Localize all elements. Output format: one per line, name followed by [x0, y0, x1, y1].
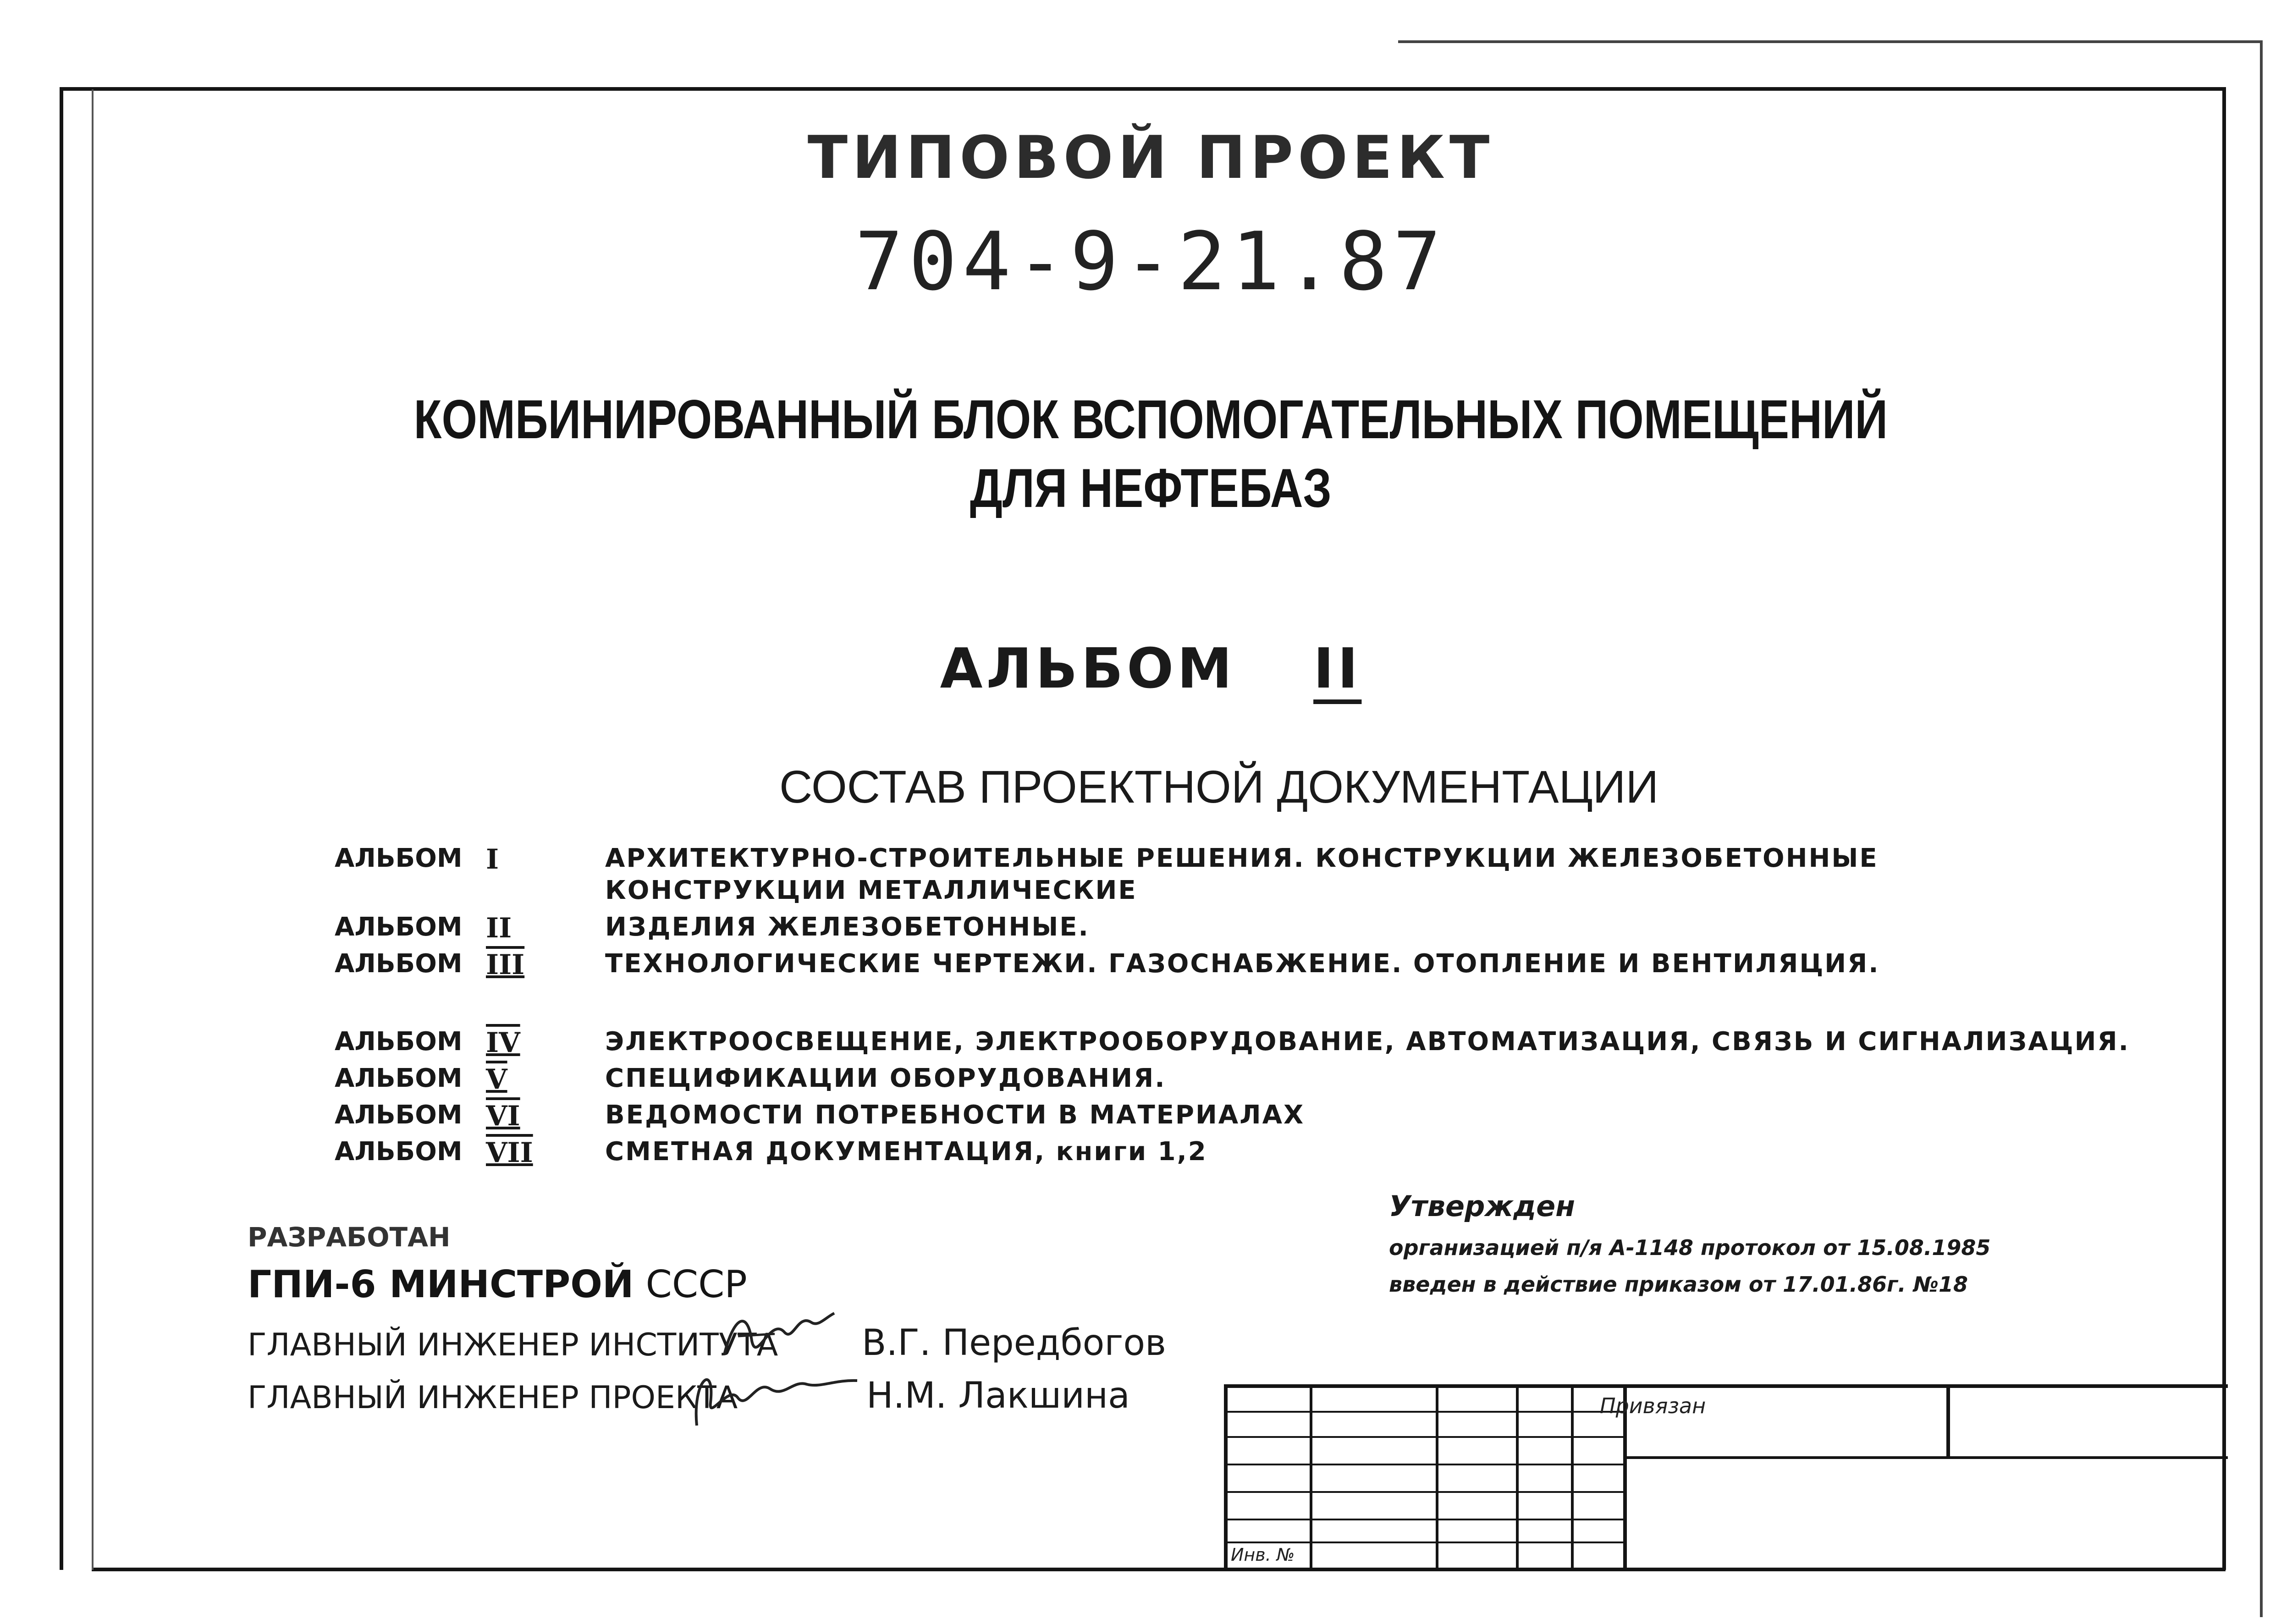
- project-title: [196, 385, 2106, 523]
- developer-org: [248, 1263, 747, 1306]
- album-label: АЛЬБОМ: [335, 912, 463, 942]
- album-number: IV: [486, 1027, 520, 1059]
- chief-engineer-project: [248, 1380, 738, 1416]
- album-description-cont: КОНСТРУКЦИИ МЕТАЛЛИЧЕСКИЕ: [605, 875, 1137, 905]
- signature-project-icon: [688, 1352, 862, 1430]
- project-title-line2: ДЛЯ НЕФТЕБАЗ: [970, 457, 1332, 519]
- developer-org-name: ГПИ-6 МИНСТРОЙ: [248, 1263, 634, 1306]
- album-heading-label: АЛЬБОМ: [940, 637, 1236, 701]
- album-description: ИЗДЕЛИЯ ЖЕЛЕЗОБЕТОННЫЕ.: [605, 912, 1090, 942]
- frame-left-line: [60, 87, 63, 1570]
- album-number: I: [486, 843, 499, 875]
- approval-title: Утвержден: [1389, 1189, 1576, 1223]
- stamp-grid: [1224, 1384, 2228, 1572]
- album-label: АЛЬБОМ: [335, 843, 463, 873]
- stamp-bound-label: Привязан: [1600, 1393, 1706, 1418]
- developer-label: РАЗРАБОТАН: [248, 1222, 451, 1253]
- album-description: ТЕХНОЛОГИЧЕСКИЕ ЧЕРТЕЖИ. ГАЗОСНАБЖЕНИЕ. ОТОПЛЕНИЕ И ВЕНТИЛЯЦИЯ.: [605, 949, 1880, 979]
- album-label: АЛЬБОМ: [335, 1027, 463, 1057]
- album-number: VII: [486, 1137, 533, 1169]
- album-number: V: [486, 1063, 507, 1096]
- chief-institute-role: ГЛАВНЫЙ ИНЖЕНЕР ИНСТИТУТА: [248, 1327, 778, 1363]
- stamp-inv-label: Инв. №: [1231, 1545, 1295, 1565]
- project-type: ТИПОВОЙ ПРОЕКТ: [807, 124, 1494, 192]
- album-description: АРХИТЕКТУРНО-СТРОИТЕЛЬНЫЕ РЕШЕНИЯ. КОНСТРУКЦИИ ЖЕЛЕЗОБЕТОННЫЕ: [605, 843, 1879, 873]
- approval-line1: организацией п/я А-1148 протокол от 15.08.1985: [1389, 1235, 1991, 1260]
- album-label: АЛЬБОМ: [335, 1063, 463, 1093]
- album-description: СМЕТНАЯ ДОКУМЕНТАЦИЯ, книги 1,2: [605, 1137, 1207, 1167]
- approval-line2: введен в действие приказом от 17.01.86г. №18: [1389, 1272, 1968, 1297]
- album-number: II: [486, 912, 512, 944]
- album-number: III: [486, 949, 525, 981]
- album-label: АЛЬБОМ: [335, 1137, 463, 1167]
- project-title-line1: КОМБИНИРОВАННЫЙ БЛОК ВСПОМОГАТЕЛЬНЫХ ПОМЕЩЕНИЙ: [413, 389, 1888, 450]
- album-label: АЛЬБОМ: [335, 1100, 463, 1130]
- developer-org-country: СССР: [645, 1263, 747, 1306]
- frame-top-line: [60, 87, 2226, 91]
- chief-institute-name: В.Г. Передбогов: [862, 1322, 1167, 1364]
- composition-title: СОСТАВ ПРОЕКТНОЙ ДОКУМЕНТАЦИИ: [779, 761, 1659, 813]
- sheet-edge-top-line: [1398, 40, 2260, 43]
- album-description: ВЕДОМОСТИ ПОТРЕБНОСТИ В МАТЕРИАЛАХ: [605, 1100, 1305, 1130]
- project-code: 704-9-21.87: [855, 215, 1447, 308]
- album-description: СПЕЦИФИКАЦИИ ОБОРУДОВАНИЯ.: [605, 1063, 1166, 1093]
- chief-project-name: Н.М. Лакшина: [866, 1375, 1130, 1416]
- album-label: АЛЬБОМ: [335, 949, 463, 979]
- frame-right-line: [2222, 87, 2226, 1570]
- album-heading-number: II: [1313, 637, 1362, 701]
- album-description: ЭЛЕКТРООСВЕЩЕНИЕ, ЭЛЕКТРООБОРУДОВАНИЕ, АВТОМАТИЗАЦИЯ, СВЯЗЬ И СИГНАЛИЗАЦИЯ.: [605, 1027, 2130, 1057]
- frame-inner-left-line: [92, 89, 94, 1570]
- chief-project-role: ГЛАВНЫЙ ИНЖЕНЕР ПРОЕКТА: [248, 1380, 738, 1416]
- album-heading: [0, 637, 2292, 701]
- album-number: VI: [486, 1100, 520, 1132]
